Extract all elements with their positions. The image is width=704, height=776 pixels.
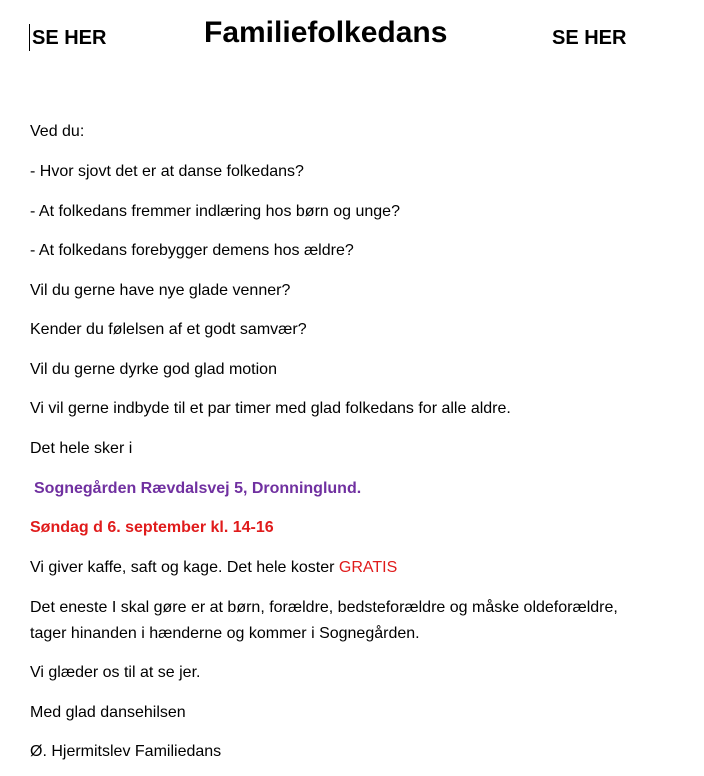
question-exercise: Vil du gerne dyrke god glad motion bbox=[30, 361, 277, 378]
looking-forward-line: Vi glæder os til at se jer. bbox=[30, 664, 201, 681]
question-togetherness: Kender du følelsen af et godt samvær? bbox=[30, 321, 307, 338]
question-friends: Vil du gerne have nye glade venner? bbox=[30, 282, 291, 299]
question-fun: - Hvor sjovt det er at danse folkedans? bbox=[30, 163, 304, 180]
intro-line: Ved du: bbox=[30, 123, 85, 140]
text-cursor bbox=[29, 24, 30, 51]
free-highlight: GRATIS bbox=[338, 559, 398, 576]
invitation-line: Vi vil gerne indbyde til et par timer med glad folkedans for alle aldre. bbox=[30, 400, 511, 417]
header-left-label: SE HER bbox=[32, 27, 107, 49]
offer-line bbox=[30, 558, 397, 578]
location-line: Sognegården Rævdalsvej 5, Dronninglund. bbox=[34, 480, 362, 497]
only-line-1: Det eneste I skal gøre er at børn, forældre, bedsteforældre og måske oldeforældre, bbox=[30, 599, 618, 616]
question-learning: - At folkedans fremmer indlæring hos børn og unge? bbox=[30, 203, 400, 220]
offer-text: Vi giver kaffe, saft og kage. Det hele koster bbox=[30, 559, 339, 576]
where-intro-line: Det hele sker i bbox=[30, 440, 133, 457]
header-right-label: SE HER bbox=[552, 27, 627, 49]
only-line-2: tager hinanden i hænderne og kommer i Sognegården. bbox=[30, 625, 420, 642]
greeting-line: Med glad dansehilsen bbox=[30, 704, 186, 721]
signature-line: Ø. Hjermitslev Familiedans bbox=[30, 743, 222, 760]
question-dementia: - At folkedans forebygger demens hos ældre? bbox=[30, 242, 354, 259]
datetime-line: Søndag d 6. september kl. 14-16 bbox=[30, 519, 274, 536]
page-title: Familiefolkedans bbox=[204, 16, 448, 49]
